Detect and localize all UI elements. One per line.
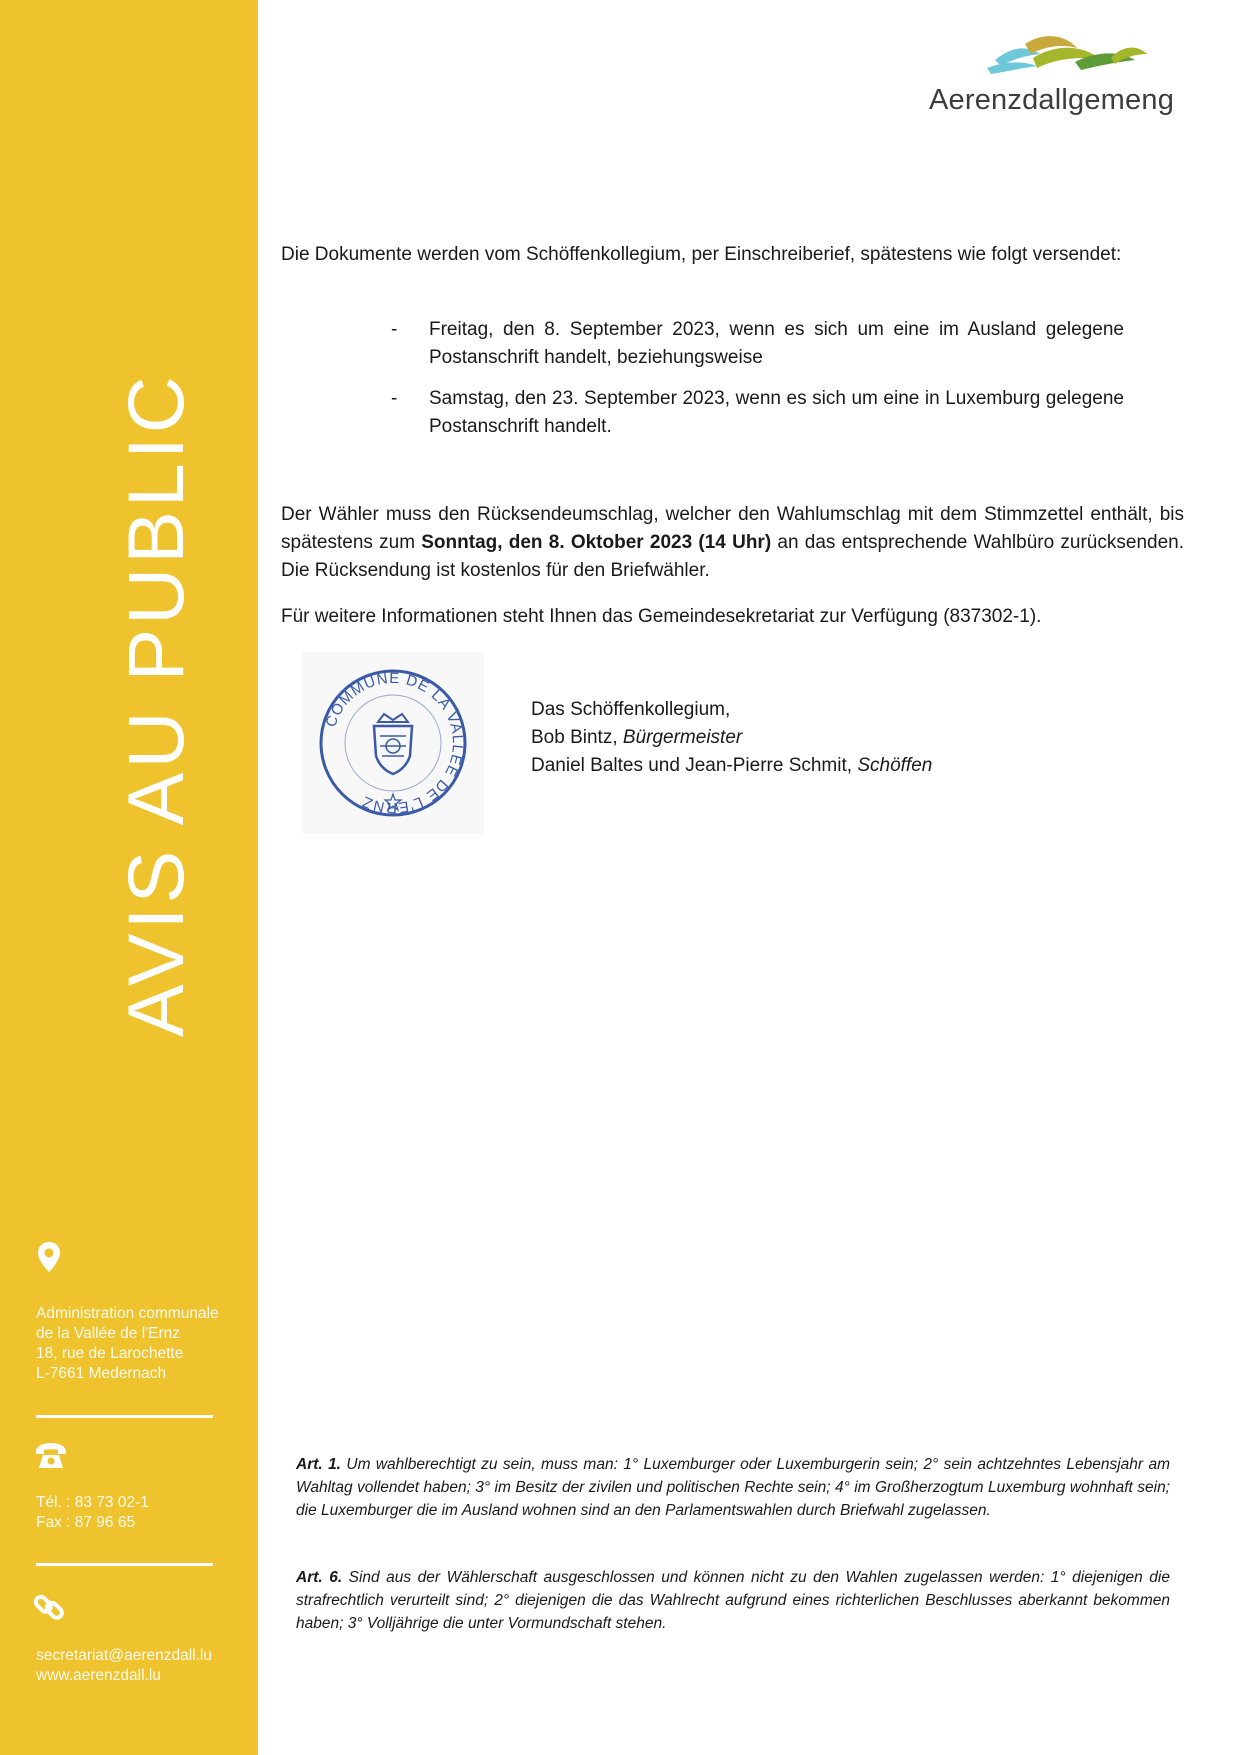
seal-text: COMMUNE DE LA VALLÉE DE L'ERNZ <box>322 669 467 817</box>
aldermen-names: Daniel Baltes und Jean-Pierre Schmit, <box>531 755 858 776</box>
logo-text: Aerenzdallgemeng <box>929 84 1175 116</box>
article-6 <box>296 1566 1170 1635</box>
return-paragraph <box>281 501 1184 585</box>
signature-line: Das Schöffenkollegium, <box>531 699 731 720</box>
phone-icon <box>33 1440 69 1472</box>
article-label: Art. 6. <box>296 1569 343 1586</box>
sidebar <box>0 0 258 1755</box>
return-text: Der Wähler muss den Rücksendeumschlag, welcher den Wahlumschlag mit dem Stimmzettel enthält, bis spätestens zum <box>281 504 1184 553</box>
article-1 <box>296 1453 1170 1522</box>
signature-line <box>531 724 932 752</box>
commune-seal-stamp <box>302 652 484 834</box>
return-deadline: Sonntag, den 8. Oktober 2023 (14 Uhr) <box>421 532 772 553</box>
bullet-item: Samstag, den 23. September 2023, wenn es sich um eine in Luxemburg gelegene Postanschrift handelt. <box>429 388 1124 437</box>
link-icon <box>33 1591 65 1623</box>
phone-line: Tél. : 83 73 02-1 <box>36 1494 149 1511</box>
fax-line: Fax : 87 96 65 <box>36 1514 136 1531</box>
mayor-role: Bürgermeister <box>622 727 743 748</box>
article-text: Sind aus der Wählerschaft ausgeschlossen und können nicht zu den Wahlen zugelassen werden: 1° diejenigen die strafrechtlich verurteilt sind; 2° diejenigen die das Wahlrecht aufgrund eines richterlichen Beschlusses aberkannt bekommen haben; 3° Volljährige die unter Vormundschaft stehen. <box>296 1569 1170 1632</box>
bullet-marker: - <box>391 319 398 340</box>
email-link[interactable]: secretariat@aerenzdall.lu <box>36 1647 212 1664</box>
address-line: Administration communale <box>36 1305 219 1322</box>
article-label: Art. 1. <box>296 1456 341 1473</box>
bullet-marker: - <box>391 388 398 409</box>
intro-paragraph: Die Dokumente werden vom Schöffenkollegium, per Einschreiberief, spätestens wie folgt versendet: <box>281 244 1122 265</box>
web-block <box>36 1646 212 1686</box>
address-line: de la Vallée de l'Ernz <box>36 1325 180 1342</box>
sidebar-divider <box>36 1563 213 1566</box>
phone-block <box>36 1493 149 1533</box>
return-text-end: an das entsprechende Wahlbüro zurücksenden. Die Rücksendung ist kostenlos für den Briefwähler. <box>281 532 1184 581</box>
article-text: Um wahlberechtigt zu sein, muss man: 1° Luxemburger oder Luxemburgerin sein; 2° sein achtzehntes Lebensjahr am Wahltag vollendet haben; 3° im Besitz der zivilen und politischen Rechte sein; 4° im Großherzogtum Luxemburg wohnhaft sein; die Luxemburger die im Ausland wohnen sind an den Parlamentswahlen durch Briefwahl zugelassen. <box>296 1456 1170 1519</box>
website-link[interactable]: www.aerenzdall.lu <box>36 1667 161 1684</box>
signature-line <box>531 752 932 780</box>
signature-block <box>531 696 932 780</box>
aldermen-role: Schöffen <box>857 755 933 776</box>
sidebar-title: AVIS AU PUBLIC <box>111 372 200 1037</box>
mayor-name: Bob Bintz, <box>531 727 623 748</box>
address-block <box>36 1304 219 1384</box>
address-line: 18, rue de Larochette <box>36 1345 184 1362</box>
location-pin-icon <box>33 1240 65 1272</box>
sidebar-divider <box>36 1415 213 1418</box>
address-line: L-7661 Medernach <box>36 1365 167 1382</box>
bullet-item: Freitag, den 8. September 2023, wenn es sich um eine im Ausland gelegene Postanschrift handelt, beziehungsweise <box>429 319 1124 368</box>
info-paragraph: Für weitere Informationen steht Ihnen das Gemeindesekretariat zur Verfügung (837302-1). <box>281 606 1042 627</box>
